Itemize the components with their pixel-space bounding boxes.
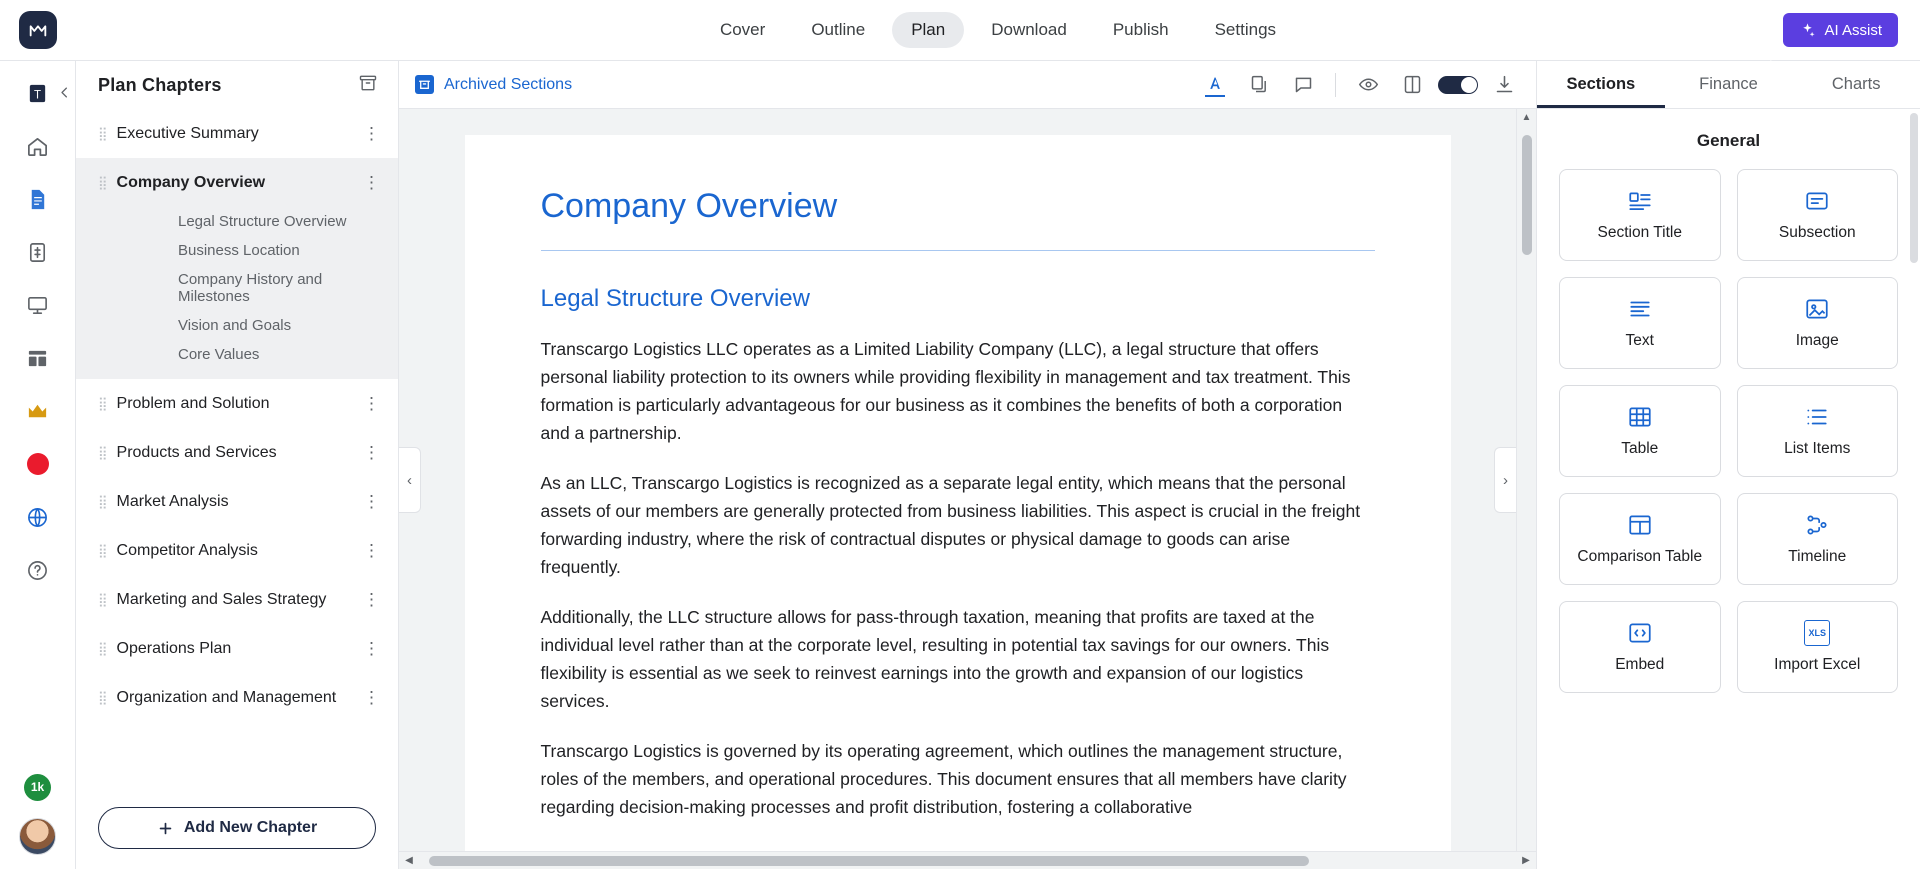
plan-chapters-header: [76, 61, 398, 109]
rail-item-finance[interactable]: [16, 230, 60, 274]
right-panel-group-title: General: [1696, 131, 1761, 150]
block-label: Embed: [1615, 656, 1665, 673]
subchapter-list: [76, 207, 398, 379]
drag-handle-icon[interactable]: ⣿: [98, 494, 107, 509]
prev-page-handle[interactable]: ‹: [399, 447, 421, 513]
image-icon: [1804, 296, 1830, 322]
comment-button[interactable]: [1285, 67, 1321, 103]
block-subsection[interactable]: [1737, 169, 1899, 261]
document-heading: Company Overview: [541, 187, 1375, 251]
subchapter-item[interactable]: Core Values: [178, 346, 260, 363]
chapter-menu-icon[interactable]: ⋮: [363, 688, 380, 707]
block-label: Section Title: [1597, 224, 1682, 241]
record-icon: [27, 453, 49, 475]
right-panel: [1536, 61, 1920, 869]
ai-assist-label: AI Assist: [1824, 21, 1882, 39]
add-new-chapter-button[interactable]: [98, 807, 376, 849]
scroll-up-arrow-icon[interactable]: ▲: [1521, 112, 1532, 123]
block-image[interactable]: [1737, 277, 1899, 369]
block-text[interactable]: [1559, 277, 1721, 369]
download-button[interactable]: [1486, 67, 1522, 103]
archived-sections-label: Archived Sections: [444, 75, 573, 93]
block-label: Subsection: [1778, 224, 1856, 241]
rail-item-pitch[interactable]: [16, 283, 60, 327]
responsive-view-button[interactable]: [1394, 67, 1430, 103]
rail-item-record[interactable]: [16, 442, 60, 486]
archive-box-icon[interactable]: [358, 73, 378, 98]
document-icon: [26, 188, 49, 211]
comparison-table-icon: [1627, 512, 1653, 538]
rail-item-home[interactable]: [16, 124, 60, 168]
app-logo-cell: [0, 0, 76, 61]
nav-item-outline[interactable]: Outline: [811, 20, 866, 39]
block-embed[interactable]: [1559, 601, 1721, 693]
chapter-row[interactable]: [76, 158, 398, 207]
document-tool-group: [1197, 67, 1522, 103]
chapter-menu-icon[interactable]: ⋮: [363, 541, 380, 560]
tab-finance[interactable]: Finance: [1699, 75, 1758, 93]
block-section-title[interactable]: [1559, 169, 1721, 261]
preview-button[interactable]: [1350, 67, 1386, 103]
vertical-scroll-thumb[interactable]: [1522, 135, 1532, 255]
table-icon: [1627, 404, 1653, 430]
presentation-icon: [26, 294, 49, 317]
block-import-excel[interactable]: [1737, 601, 1899, 693]
chapter-row[interactable]: [76, 526, 398, 575]
chapter-label: Market Analysis: [116, 492, 229, 510]
add-new-chapter-label: Add New Chapter: [183, 819, 318, 836]
chapter-label: Competitor Analysis: [116, 541, 258, 559]
list-icon: [1804, 404, 1830, 430]
horizontal-scroll-thumb[interactable]: [429, 856, 1309, 866]
help-icon: [26, 559, 49, 582]
block-label: Import Excel: [1774, 656, 1861, 673]
block-timeline[interactable]: [1737, 493, 1899, 585]
app-logo[interactable]: [19, 11, 57, 49]
chapter-label: Products and Services: [116, 443, 277, 461]
eye-icon: [1358, 74, 1379, 95]
chapter-row[interactable]: [76, 575, 398, 624]
subchapter-item[interactable]: Vision and Goals: [178, 317, 292, 334]
embed-code-icon: [1627, 620, 1653, 646]
plus-icon: [157, 820, 174, 837]
template-t-icon: [26, 82, 49, 105]
duplicate-button[interactable]: [1241, 67, 1277, 103]
add-chapter-wrap: [76, 793, 398, 869]
right-panel-scrollbar[interactable]: [1910, 113, 1918, 263]
copy-icon: [1249, 74, 1270, 95]
crown-icon: [26, 400, 49, 423]
font-color-a-icon: [1205, 74, 1226, 95]
document-scroll-region: [399, 109, 1536, 851]
subchapter-item[interactable]: Business Location: [178, 242, 300, 259]
document-page-wrap: [399, 109, 1516, 851]
sparkles-icon: [1799, 22, 1816, 39]
chapter-menu-icon[interactable]: ⋮: [363, 639, 380, 658]
avatar[interactable]: [19, 818, 56, 855]
chapter-label: Marketing and Sales Strategy: [116, 590, 327, 608]
visibility-toggle[interactable]: [1438, 76, 1478, 94]
home-icon: [26, 135, 49, 158]
credits-count: 1k: [24, 774, 51, 801]
nav-item-publish[interactable]: Publish: [1112, 20, 1169, 39]
plan-chapters-panel: [76, 61, 399, 869]
block-label: List Items: [1784, 440, 1851, 457]
icon-rail: [0, 61, 76, 869]
rail-item-plan[interactable]: [16, 177, 60, 221]
block-list-items[interactable]: [1737, 385, 1899, 477]
chapter-menu-icon[interactable]: ⋮: [363, 173, 380, 192]
archived-sections-button[interactable]: [415, 75, 572, 94]
block-label: Timeline: [1788, 548, 1847, 565]
chapter-label: Problem and Solution: [116, 394, 270, 412]
chapter-row[interactable]: [76, 109, 398, 158]
document-horizontal-scrollbar[interactable]: [399, 851, 1536, 869]
plan-chapters-title: Plan Chapters: [98, 74, 222, 95]
main-row: [0, 61, 1920, 869]
text-lines-icon: [1627, 296, 1653, 322]
timeline-icon: [1804, 512, 1830, 538]
chapter-row[interactable]: [76, 379, 398, 428]
rail-item-template[interactable]: [16, 71, 60, 115]
rail-item-help[interactable]: [16, 548, 60, 592]
document-area: [399, 61, 1536, 869]
document-paragraph: Additionally, the LLC structure allows for pass-through taxation, meaning that profits are taxed at the individual level rather than at the corporate level, resulting in potential tax savings for our owners. This flexibility is essential as we seek to reinvest earnings into the growth and expansion of our logistics services.: [540, 607, 1330, 711]
credits-badge[interactable]: [16, 765, 60, 809]
chapter-row[interactable]: [76, 624, 398, 673]
next-page-handle[interactable]: ›: [1494, 447, 1516, 513]
toolbar-divider: [1335, 73, 1336, 97]
block-comparison-table[interactable]: [1559, 493, 1721, 585]
document-paragraph: As an LLC, Transcargo Logistics is recognized as a separate legal entity, which means that the personal assets of our members are generally protected from business liabilities. This aspect is crucial in the freight forwarding industry, where the risk of contractual disputes or physical damage to goods can arise frequently.: [540, 473, 1361, 577]
finance-icon: [26, 241, 49, 264]
drag-handle-icon[interactable]: ⣿: [98, 445, 107, 460]
chapter-menu-icon[interactable]: ⋮: [363, 124, 380, 143]
chapter-label: Executive Summary: [116, 124, 259, 142]
section-blocks-grid: [1537, 165, 1920, 693]
document-toolbar: [399, 61, 1536, 109]
section-title-icon: [1627, 188, 1653, 214]
right-panel-tabs: [1537, 61, 1920, 109]
chapter-menu-icon[interactable]: ⋮: [363, 590, 380, 609]
block-table[interactable]: [1559, 385, 1721, 477]
scroll-left-arrow-icon[interactable]: ◀: [405, 855, 413, 866]
download-icon: [1494, 74, 1515, 95]
rail-item-language[interactable]: [16, 495, 60, 539]
document-paragraph: Transcargo Logistics LLC operates as a Limited Liability Company (LLC), a legal structure that offers personal liability protection to its owners while providing flexibility in management and tax treatment. This formation is particularly advantageous for our business as it combines the benefits of both a corporation and a partnership.: [540, 339, 1351, 443]
drag-handle-icon[interactable]: ⣿: [98, 175, 107, 190]
subchapter-item[interactable]: Company History and Milestones: [178, 271, 323, 305]
block-label: Table: [1621, 440, 1659, 457]
nav-item-cover[interactable]: Cover: [719, 20, 766, 39]
svg-text:T: T: [33, 88, 42, 101]
chapter-label: Organization and Management: [116, 688, 337, 706]
ai-assist-button[interactable]: [1783, 13, 1898, 47]
chapter-list[interactable]: [76, 109, 398, 793]
globe-icon: [26, 506, 49, 529]
comment-icon: [1293, 74, 1314, 95]
drag-handle-icon[interactable]: ⣿: [98, 690, 107, 705]
subsection-icon: [1804, 188, 1830, 214]
chapter-row[interactable]: [76, 428, 398, 477]
dashboard-icon: [26, 347, 49, 370]
drag-handle-icon[interactable]: ⣿: [98, 126, 107, 141]
document-section-heading: Legal Structure Overview: [540, 285, 810, 312]
nav-item-settings[interactable]: Settings: [1214, 20, 1277, 39]
top-nav: [76, 12, 1920, 48]
chapter-menu-icon[interactable]: ⋮: [363, 492, 380, 511]
tab-charts[interactable]: Charts: [1831, 75, 1881, 93]
horizontal-scroll-track[interactable]: [419, 856, 1516, 866]
nav-item-plan[interactable]: Plan: [892, 12, 964, 48]
mobile-view-icon: [1402, 74, 1423, 95]
text-format-button[interactable]: [1197, 67, 1233, 103]
block-label: Comparison Table: [1577, 548, 1703, 565]
subchapter-item[interactable]: Legal Structure Overview: [178, 213, 347, 230]
nav-item-download[interactable]: Download: [991, 20, 1067, 39]
chapter-row[interactable]: [76, 673, 398, 722]
tab-sections[interactable]: Sections: [1537, 61, 1665, 108]
drag-handle-icon[interactable]: ⣿: [98, 543, 107, 558]
scroll-right-arrow-icon[interactable]: ▶: [1522, 855, 1530, 866]
xls-file-icon: XLS: [1804, 620, 1830, 646]
drag-handle-icon[interactable]: ⣿: [98, 396, 107, 411]
logo-mark-icon: [27, 19, 49, 41]
top-bar: [0, 0, 1920, 61]
block-label: Text: [1625, 332, 1654, 349]
document-paragraph: Transcargo Logistics is governed by its operating agreement, which outlines the management structure, roles of the members, and operational procedures. This document ensures that all members have clarity regarding decision-making processes and profit distribution, fostering a collaborative: [540, 741, 1347, 817]
chapter-menu-icon[interactable]: ⋮: [363, 394, 380, 413]
chapter-label: Company Overview: [116, 173, 266, 191]
chapter-menu-icon[interactable]: ⋮: [363, 443, 380, 462]
chapter-row[interactable]: [76, 477, 398, 526]
rail-item-dashboard[interactable]: [16, 336, 60, 380]
rail-item-upgrade[interactable]: [16, 389, 60, 433]
archive-icon: [415, 75, 434, 94]
drag-handle-icon[interactable]: ⣿: [98, 592, 107, 607]
document-vertical-scrollbar[interactable]: [1516, 109, 1536, 851]
chapter-label: Operations Plan: [116, 639, 232, 657]
drag-handle-icon[interactable]: ⣿: [98, 641, 107, 656]
block-label: Image: [1795, 332, 1839, 349]
document-page[interactable]: [465, 135, 1451, 851]
